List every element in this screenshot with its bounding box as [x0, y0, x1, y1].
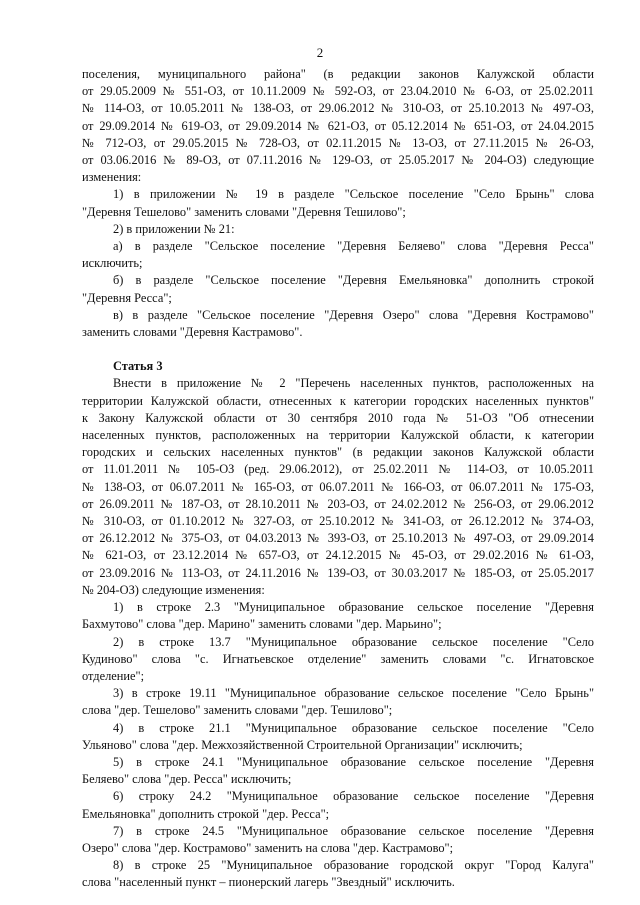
list-item-line: 5) в строке 24.1 "Муниципальное образование сельское поселение "Деревня	[113, 754, 594, 769]
list-item-line: 4) в строке 21.1 "Муниципальное образование сельское поселение "Село	[113, 720, 594, 735]
text-line: № 204-ОЗ) следующие изменения:	[82, 582, 265, 597]
list-item-line: Бахмутово" слова "дер. Марино" заменить словами "дер. Марьино";	[82, 617, 442, 632]
amendment-list-1	[82, 186, 594, 341]
text-line: от 26.09.2011 № 187-ОЗ, от 28.10.2011 № 203-ОЗ, от 24.02.2012 № 256-ОЗ, от 29.06.2012	[82, 496, 594, 511]
list-item-line: 2) в приложении № 21:	[113, 221, 235, 236]
list-item-line: Беляево" слова "дер. Ресса" исключить;	[82, 772, 292, 787]
list-item-line: отделение";	[82, 668, 145, 683]
article-heading: Статья 3	[113, 359, 163, 374]
text-line: № 114-ОЗ, от 10.05.2011 № 138-ОЗ, от 29.06.2012 № 310-ОЗ, от 25.10.2013 № 497-ОЗ,	[82, 101, 594, 116]
list-item-line: Емельяновка" дополнить строкой "дер. Ресса";	[82, 806, 330, 821]
list-item-line: б) в разделе "Сельское поселение "Деревня Емельяновка" дополнить строкой	[113, 273, 594, 288]
article-3-paragraph	[82, 375, 594, 599]
text-line: от 11.01.2011 № 105-ОЗ (ред. 29.06.2012), от 25.02.2011 № 114-ОЗ, от 10.05.2011	[82, 462, 594, 477]
text-line: изменения:	[82, 170, 142, 185]
list-item-line: 2) в строке 13.7 "Муниципальное образование сельское поселение "Село	[113, 634, 594, 649]
text-line: № 310-ОЗ, от 01.10.2012 № 327-ОЗ, от 25.10.2012 № 341-ОЗ, от 26.12.2012 № 374-ОЗ,	[82, 514, 594, 529]
opening-paragraph	[82, 66, 594, 186]
list-item-line: Кудиново" слова "с. Игнатьевское отделение" заменить словами "с. Игнатовское	[82, 651, 594, 666]
text-line: от 23.09.2016 № 113-ОЗ, от 24.11.2016 № 139-ОЗ, от 30.03.2017 № 185-ОЗ, от 25.05.2017	[82, 565, 594, 580]
text-line: от 26.12.2012 № 375-ОЗ, от 04.03.2013 № 393-ОЗ, от 25.10.2013 № 497-ОЗ, от 29.09.2014	[82, 531, 594, 546]
list-item-line: исключить;	[82, 256, 143, 271]
text-line: территории Калужской области, отнесенных к категории городских населенных пунктов"	[82, 393, 594, 408]
list-item-line: 6) строку 24.2 "Муниципальное образование сельское поселение "Деревня	[113, 789, 594, 804]
text-line: от 29.05.2009 № 551-ОЗ, от 10.11.2009 № 592-ОЗ, от 23.04.2010 № 6-ОЗ, от 25.02.2011	[82, 84, 594, 99]
list-item-line: в) в разделе "Сельское поселение "Деревня Озеро" слова "Деревня Кострамово"	[113, 307, 594, 322]
text-line: от 03.06.2016 № 89-ОЗ, от 07.11.2016 № 129-ОЗ, от 25.05.2017 № 204-ОЗ) следующие	[82, 153, 594, 168]
text-line: № 621-ОЗ, от 23.12.2014 № 657-ОЗ, от 24.12.2015 № 45-ОЗ, от 29.02.2016 № 61-ОЗ,	[82, 548, 594, 563]
list-item-line: Озеро" слова "дер. Кострамово" заменить на слова "дер. Кастрамово";	[82, 840, 454, 855]
list-item-line: заменить словами "Деревня Кастрамово".	[82, 325, 303, 340]
page-number: 2	[316, 45, 324, 60]
text-line: поселения, муниципального района" (в редакции законов Калужской области	[82, 67, 594, 81]
list-item-line: 8) в строке 25 "Муниципальное образование городской округ "Город Калуга"	[113, 858, 594, 873]
list-item-line: 1) в строке 2.3 "Муниципальное образование сельское поселение "Деревня	[113, 600, 594, 615]
text-line: от 29.09.2014 № 619-ОЗ, от 29.09.2014 № 621-ОЗ, от 05.12.2014 № 651-ОЗ, от 24.04.2015	[82, 118, 594, 133]
amendment-list-2	[82, 599, 594, 891]
text-line: № 712-ОЗ, от 29.05.2015 № 728-ОЗ, от 02.11.2015 № 13-ОЗ, от 27.11.2015 № 26-ОЗ,	[82, 135, 594, 150]
list-item-line: 7) в строке 24.5 "Муниципальное образование сельское поселение "Деревня	[113, 823, 594, 838]
text-line: к Закону Калужской области от 30 сентября 2010 года № 51-ОЗ "Об отнесении	[82, 410, 594, 425]
list-item-line: а) в разделе "Сельское поселение "Деревня Беляево" слова "Деревня Ресса"	[113, 239, 594, 254]
text-line: Внести в приложение № 2 "Перечень населенных пунктов, расположенных на	[113, 376, 594, 391]
list-item-line: 3) в строке 19.11 "Муниципальное образование сельское поселение "Село Брынь"	[113, 686, 594, 701]
list-item-line: 1) в приложении № 19 в разделе "Сельское поселение "Село Брынь" слова	[113, 187, 594, 202]
text-line: городских и сельских населенных пунктов" (в редакции законов Калужской области	[82, 445, 594, 460]
list-item-line: "Деревня Тешелово" заменить словами "Деревня Тешилово";	[82, 204, 406, 219]
text-line: населенных пунктов, расположенных на территории Калужской области, к категории	[82, 428, 594, 443]
list-item-line: "Деревня Ресса";	[82, 290, 172, 305]
list-item-line: слова "дер. Тешелово" заменить словами "дер. Тешилово";	[82, 703, 393, 718]
document-body	[82, 66, 594, 892]
text-line: № 138-ОЗ, от 06.07.2011 № 165-ОЗ, от 06.07.2011 № 166-ОЗ, от 06.07.2011 № 175-ОЗ,	[82, 479, 594, 494]
list-item-line: Ульяново" слова "дер. Межхозяйственной Строительной Организации" исключить;	[82, 737, 523, 752]
list-item-line: слова "населенный пункт – пионерский лагерь "Звездный" исключить.	[82, 875, 455, 890]
